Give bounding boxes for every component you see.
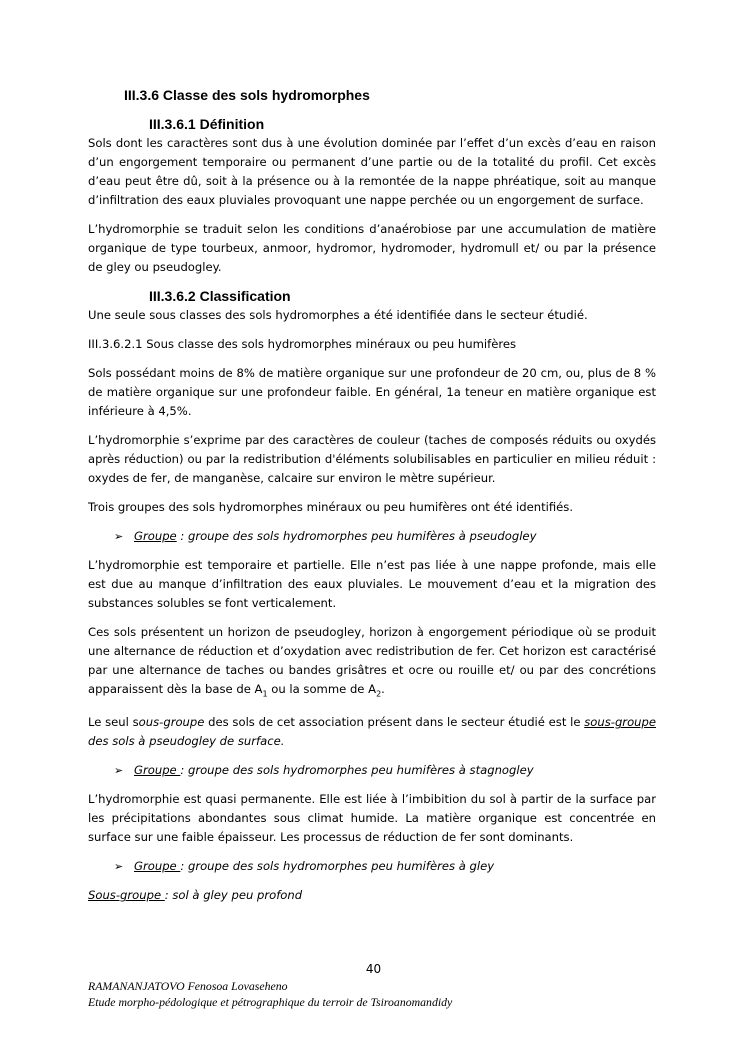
group-3-bullet (114, 857, 656, 876)
definition-paragraph-2: L’hydromorphie se traduit selon les conditions d’anaérobiose par une accumulation de matière organique de type tourbeux, anmoor, hydromor, hydromoder, hydromull et/ ou par la présence de gley ou pseudogley. (88, 222, 656, 274)
page-content (88, 86, 656, 915)
group-1-p3-text-a: Le seul s (88, 715, 139, 730)
group-2-paragraph-1: L’hydromorphie est quasi permanente. Elle est liée à l’imbibition du sol à partir de la surface par les précipitations abondantes sous climat humide. La matière organique est concentrée en surface sur une faible épaisseur. Les processus de réduction de fer sont dominants. (88, 792, 656, 845)
subscript-1: 1 (262, 689, 268, 699)
group-1-paragraph-1: L’hydromorphie est temporaire et partielle. Elle n’est pas liée à une nappe profonde, mais elle est due au manque d’infiltration des eaux pluviales. Le mouvement d’eau et la migration des substances solubles se font verticalement. (88, 558, 656, 610)
group-1-paragraph-3 (88, 713, 656, 751)
group-3-line (134, 857, 494, 876)
group-2-line (134, 761, 534, 780)
definition-heading: III.3.6.1 Définition (149, 116, 265, 132)
group-1-line (134, 527, 536, 546)
classification-heading: III.3.6.2 Classification (149, 288, 291, 304)
subgroup-text: : sol à gley peu profond (164, 888, 303, 903)
group-1-bullet (114, 527, 656, 546)
footer-author: RAMANANJATOVO Fenosoa Lovaseheno (88, 979, 288, 993)
group-3-text: : groupe des sols hydromorphes peu humifères à gley (180, 859, 495, 874)
section-heading: III.3.6 Classe des sols hydromorphes (124, 87, 370, 103)
group-3-label: Groupe (134, 859, 181, 874)
definition-paragraph-1: Sols dont les caractères sont dus à une évolution dominée par l’effet d’un excès d’eau en raison d’un engorgement temporaire ou permanent d’une partie ou de la totalité du profil. Cet excès d’eau peut être dû, soit à la présence ou à la remontée de la nappe phréatique, soit au manque d’infiltration des eaux pluviales provoquant une nappe perchée ou un engorgement de surface. (88, 136, 656, 207)
classification-paragraph: Une seule sous classes des sols hydromorphes a été identifiée dans le secteur étudié. (88, 308, 588, 322)
subclass-heading: III.3.6.2.1 Sous classe des sols hydromorphes minéraux ou peu humifères (88, 337, 517, 351)
group-2-label: Groupe (134, 763, 181, 778)
group-2-bullet (114, 761, 656, 780)
group-1-paragraph-2 (88, 623, 656, 703)
arrow-bullet-icon: ➢ (114, 860, 124, 874)
subclass-paragraph-1: Sols possédant moins de 8% de matière organique sur une profondeur de 20 cm, ou, plus de 8 % de matière organique sur une profondeur faible. En général, 1a teneur en matière organique est inférieure à 4,5%. (88, 366, 656, 418)
group-1-p3-text-c: des sols de cet association présent dans le secteur étudié est le (204, 715, 585, 730)
group-1-p2-text-b: ou la somme de A (267, 682, 377, 696)
group-1-text: : groupe des sols hydromorphes peu humifères à pseudogley (176, 529, 537, 543)
group-1-label: Groupe (134, 529, 177, 543)
page-footer (88, 960, 656, 1010)
group-2-text: : groupe des sols hydromorphes peu humifères à stagnogley (180, 763, 534, 778)
page-number: 40 (365, 962, 382, 976)
subclass-paragraph-2: L’hydromorphie s’exprime par des caractères de couleur (taches de composés réduits ou oxydés après réduction) ou par la redistribution d'éléments solubilisables en particulier en milieu réduit : oxydes de fer, de manganèse, calcaire sur environ le mètre supérieur. (88, 433, 656, 485)
group-1-p2-text-c: . (381, 682, 385, 696)
subscript-2: 2 (376, 689, 382, 699)
group-1-p2-text-a: Ces sols présentent un horizon de pseudogley, horizon à engorgement périodique où se produit une alternance de réduction et d’oxydation avec redistribution de fer. Cet horizon est caractérisé par une alternance de taches ou bandes grisâtres et ocre ou rouille et/ ou par des concrétions apparaissent dès la base de A (88, 625, 656, 696)
subgroup-label: Sous-groupe (88, 888, 165, 903)
subclass-paragraph-3: Trois groupes des sols hydromorphes minéraux ou peu humifères ont été identifiés. (88, 500, 574, 514)
group-1-p3-italic-e: des sols à pseudogley de surface. (88, 734, 285, 749)
arrow-bullet-icon: ➢ (114, 530, 124, 543)
arrow-bullet-icon: ➢ (114, 764, 124, 778)
group-1-p3-italic-b: ous-groupe (138, 715, 205, 730)
group-1-p3-underlined-subgroup: sous-groupe (584, 715, 656, 730)
footer-study-title: Etude morpho-pédologique et pétrographique du terroir de Tsiroanomandidy (88, 995, 453, 1009)
subgroup-line (88, 886, 656, 905)
